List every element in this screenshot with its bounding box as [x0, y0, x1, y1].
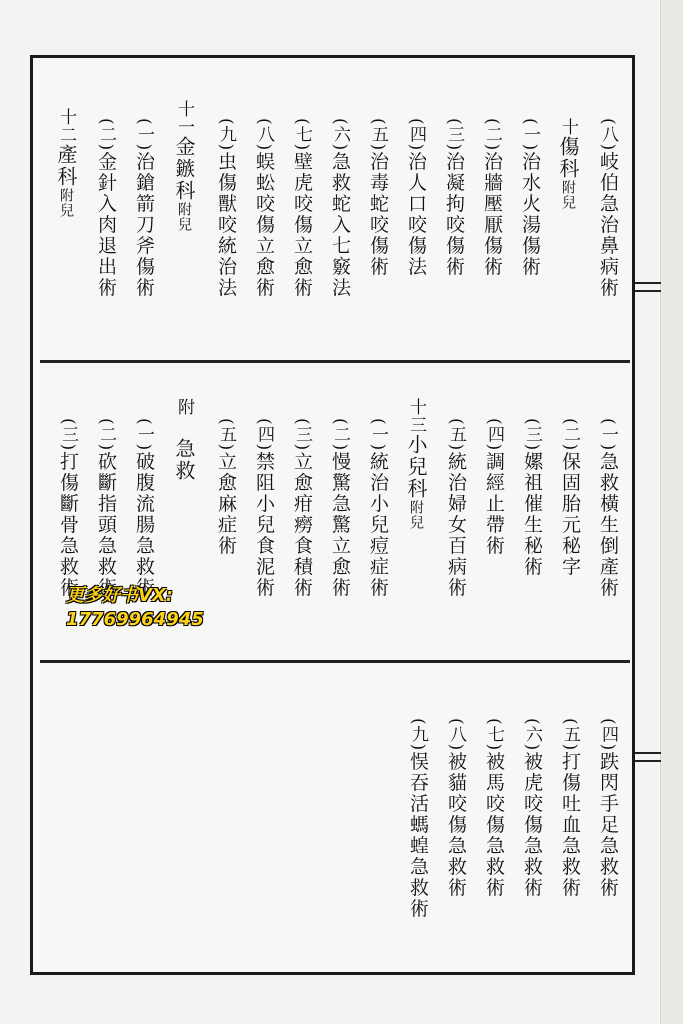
chapter-title: 金鏃科: [172, 136, 196, 202]
entry-title: 治毒蛇咬傷術: [367, 151, 389, 278]
chapter-suffix: 附兒: [408, 500, 424, 530]
toc-entry: [328, 118, 352, 298]
margin-tick-4: [635, 760, 661, 762]
entry-number: (四): [598, 718, 618, 752]
entry-title: 悮吞活螞蝗急救術: [407, 751, 429, 920]
entry-title: 調經止帶術: [483, 451, 505, 557]
entry-title: 虫傷獸咬統治法: [215, 151, 237, 299]
toc-entry: [518, 118, 542, 277]
chapter-number: 十一: [174, 100, 194, 136]
entry-number: (二): [330, 418, 350, 452]
toc-entry: [444, 418, 468, 598]
watermark-line-2: 17769964945: [66, 609, 204, 630]
entry-title: 跌閃手足急救術: [597, 751, 619, 899]
entry-number: (五): [368, 118, 388, 152]
entry-number: (五): [446, 418, 466, 452]
toc-chapter: [172, 100, 196, 232]
entry-title: 打傷吐血急救術: [559, 751, 581, 899]
entry-number: (二): [560, 418, 580, 452]
entry-title: 治凝拘咬傷術: [443, 151, 465, 278]
toc-entry: [596, 418, 620, 598]
toc-entry: [290, 118, 314, 298]
entry-number: (一): [134, 418, 154, 452]
entry-title: 破腹流腸急救術: [133, 451, 155, 599]
toc-entry: [482, 718, 506, 898]
toc-entry: [132, 418, 156, 598]
toc-entry: [558, 718, 582, 898]
entry-title: 被馬咬傷急救術: [483, 751, 505, 899]
toc-entry: [290, 418, 314, 598]
toc-entry: [214, 418, 238, 556]
entry-number: (二): [482, 118, 502, 152]
entry-number: (二): [96, 418, 116, 452]
entry-title: 治鎗箭刀斧傷術: [133, 151, 155, 299]
entry-number: (三): [292, 418, 312, 452]
toc-entry: [252, 118, 276, 298]
toc-chapter: [556, 118, 580, 210]
chapter-title: 傷科: [556, 136, 580, 180]
entry-title: 立愈麻症術: [215, 451, 237, 557]
chapter-suffix: 附兒: [58, 188, 74, 218]
chapter-number: 十三: [406, 398, 426, 434]
watermark-text: [66, 584, 204, 632]
toc-entry: [366, 418, 390, 598]
entry-title: 砍斷指頭急救術: [95, 451, 117, 599]
entry-number: (四): [484, 418, 504, 452]
entry-number: (八): [446, 718, 466, 752]
entry-number: (四): [406, 118, 426, 152]
section-divider-top: [40, 360, 630, 363]
section-divider-bottom: [40, 660, 630, 663]
entry-number: (一): [520, 118, 540, 152]
watermark-line-1: 更多好书VX:: [66, 585, 174, 606]
entry-title: 被貓咬傷急救術: [445, 751, 467, 899]
entry-number: (四): [254, 418, 274, 452]
page-edge-strip: [660, 0, 683, 1024]
toc-entry: [596, 718, 620, 898]
entry-title: 慢驚急驚立愈術: [329, 451, 351, 599]
entry-number: (九): [216, 118, 236, 152]
toc-entry: [94, 118, 118, 298]
entry-title: 統治婦女百病術: [445, 451, 467, 599]
entry-number: (五): [560, 718, 580, 752]
entry-title: 被虎咬傷急救術: [521, 751, 543, 899]
entry-number: (七): [292, 118, 312, 152]
chapter-number: 十: [558, 118, 578, 136]
toc-entry: [94, 418, 118, 598]
toc-entry: [406, 718, 430, 919]
toc-entry: [444, 718, 468, 898]
entry-title: 蜈蚣咬傷立愈術: [253, 151, 275, 299]
entry-number: (七): [484, 718, 504, 752]
entry-title: 禁阻小兒食泥術: [253, 451, 275, 599]
entry-title: 立愈疳癆食積術: [291, 451, 313, 599]
entry-title: 打傷斷骨急救術: [57, 451, 79, 599]
entry-title: 治水火湯傷術: [519, 151, 541, 278]
entry-title: 治牆壓厭傷術: [481, 151, 503, 278]
entry-title: 金針入肉退出術: [95, 151, 117, 299]
toc-entry: [480, 118, 504, 277]
toc-entry: [214, 118, 238, 298]
toc-entry: [328, 418, 352, 598]
toc-chapter: [404, 398, 428, 530]
entry-number: (九): [408, 718, 428, 752]
toc-entry: [404, 118, 428, 277]
chapter-number: 十二: [56, 108, 76, 144]
margin-tick-1: [635, 282, 661, 284]
toc-entry: [132, 118, 156, 298]
margin-tick-3: [635, 752, 661, 754]
toc-entry: [56, 418, 80, 598]
chapter-suffix: 附兒: [560, 180, 576, 210]
toc-entry: [596, 118, 620, 298]
chapter-title: 小兒科: [404, 434, 428, 500]
toc-entry: [520, 418, 544, 577]
entry-number: (二): [96, 118, 116, 152]
toc-chapter: [54, 108, 78, 218]
chapter-title: 產科: [54, 144, 78, 188]
entry-title: 統治小兒痘症術: [367, 451, 389, 599]
entry-number: (三): [522, 418, 542, 452]
entry-title: 急救橫生倒產術: [597, 451, 619, 599]
entry-number: (六): [522, 718, 542, 752]
entry-number: (六): [330, 118, 350, 152]
entry-title: 岐伯急治鼻病術: [597, 151, 619, 299]
entry-number: (一): [598, 418, 618, 452]
toc-entry: [558, 418, 582, 577]
entry-number: (八): [254, 118, 274, 152]
toc-entry: [520, 718, 544, 898]
entry-number: (三): [58, 418, 78, 452]
margin-tick-2: [635, 290, 661, 292]
entry-number: (三): [444, 118, 464, 152]
entry-number: (五): [216, 418, 236, 452]
appendix-marker: 附: [174, 398, 194, 416]
entry-title: 保固胎元秘字: [559, 451, 581, 578]
entry-title: 治人口咬傷法: [405, 151, 427, 278]
entry-title: 急救蛇入七竅法: [329, 151, 351, 299]
toc-entry: [252, 418, 276, 598]
chapter-suffix: 附兒: [176, 202, 192, 232]
entry-number: (一): [134, 118, 154, 152]
entry-title: 壁虎咬傷立愈術: [291, 151, 313, 299]
toc-appendix: [172, 398, 196, 482]
toc-entry: [482, 418, 506, 556]
appendix-title: 急救: [172, 438, 196, 482]
entry-number: (一): [368, 418, 388, 452]
toc-entry: [442, 118, 466, 277]
entry-title: 嫘祖催生秘術: [521, 451, 543, 578]
toc-entry: [366, 118, 390, 277]
entry-number: (八): [598, 118, 618, 152]
